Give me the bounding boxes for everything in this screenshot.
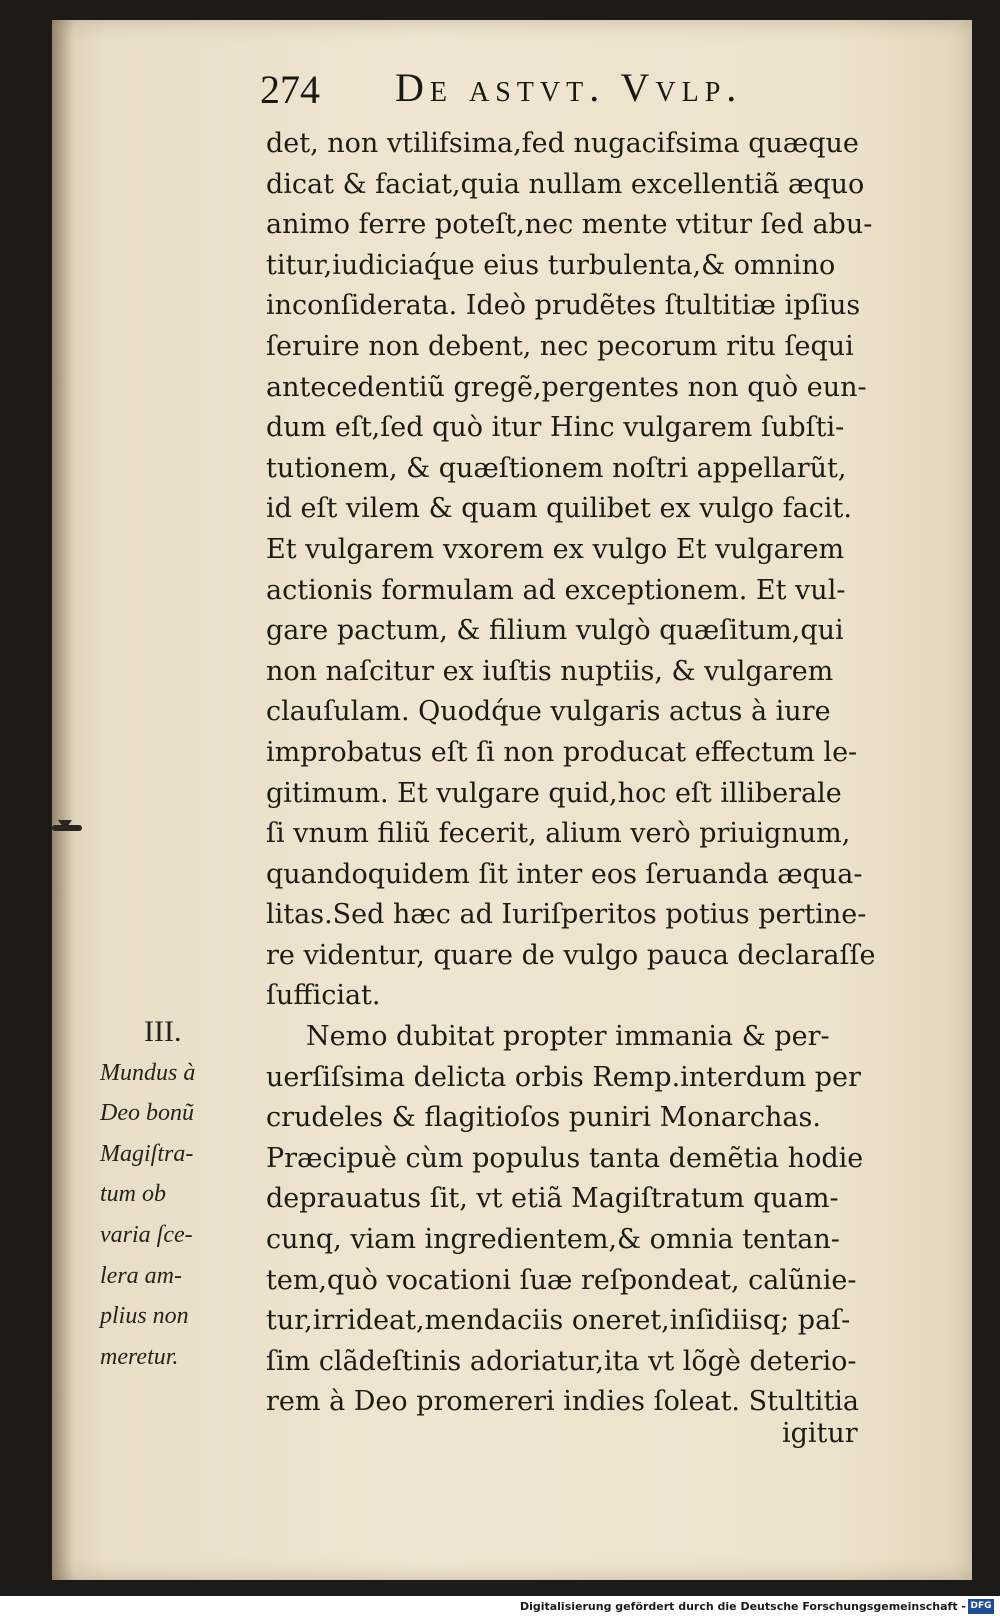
text-line: crudeles & flagitioſos puniri Monarchas.: [266, 1102, 821, 1134]
text-line: dicat & faciat,quia nullam excellentiã æquo: [266, 168, 865, 200]
body-text: [266, 124, 896, 1423]
text-line: det, non vtilifsima,fed nugacifsima quæque: [266, 128, 859, 159]
text-line: ſufficiat.: [266, 980, 381, 1012]
marginal-note: [100, 1012, 250, 1377]
text-line: rem à Deo promereri indies ſoleat. Stultitia: [266, 1386, 860, 1418]
text-line: cunq, viam ingredientem,& omnia tentan-: [266, 1224, 840, 1256]
marginal-note-line: meretur.: [100, 1343, 179, 1370]
text-line: re videntur, quare de vulgo pauca declaraſſe: [266, 939, 876, 971]
text-line: ſi vnum filiũ fecerit, alium verò priuignum,: [266, 818, 851, 850]
text-line: litas.Sed hæc ad Iuriſperitos potius pertine-: [266, 899, 867, 931]
text-line: gare pactum, & filium vulgò quæſitum,qui: [266, 615, 844, 647]
text-line: titur,iudiciaq́ue eius turbulenta,& omnino: [266, 249, 836, 281]
text-line: inconſiderata. Ideò prudẽtes ſtultitiæ ipſius: [266, 290, 861, 322]
text-line: non naſcitur ex iuſtis nuptiis, & vulgarem: [266, 655, 834, 687]
text-line: Et vulgarem vxorem ex vulgo Et vulgarem: [266, 533, 845, 565]
text-line: tutionem, & quæſtionem noſtri appellarũt,: [266, 452, 847, 484]
marginal-note-line: tum ob: [100, 1181, 166, 1208]
marginal-note-number: III.: [144, 1015, 182, 1048]
text-line: ſeruire non debent, nec pecorum ritu ſequi: [266, 330, 854, 362]
page-number: 274: [260, 67, 320, 112]
text-line: Præcipuè cùm populus tanta demẽtia hodie: [266, 1142, 864, 1174]
digitization-footer: [0, 1596, 1000, 1620]
text-line: clauſulam. Quodq́ue vulgaris actus à iure: [266, 696, 831, 728]
text-line: gitimum. Et vulgare quid,hoc eſt illiberale: [266, 777, 842, 809]
marginal-note-line: Magiſtra-: [100, 1140, 194, 1167]
text-line: tem,quò vocationi ſuæ reſpondeat, calũnie-: [266, 1264, 857, 1296]
text-line: tur,irrideat,mendaciis oneret,inſidiisq; paſ-: [266, 1305, 851, 1337]
text-line: antecedentiũ gregẽ,pergentes non quò eun-: [266, 371, 867, 403]
text-line: actionis formulam ad exceptionem. Et vul-: [266, 574, 846, 606]
marginal-note-line: Deo bonũ: [100, 1100, 194, 1127]
funding-credit: Digitalisierung gefördert durch die Deutsche Forschungsgemeinschaft -: [519, 1600, 966, 1613]
text-line: quandoquidem ſit inter eos ſeruanda æqua-: [266, 858, 863, 890]
catchword: igitur: [782, 1418, 858, 1449]
text-line: improbatus eſt ſi non producat effectum le-: [266, 736, 858, 768]
marginal-note-line: lera am-: [100, 1262, 182, 1289]
text-line: id eſt vilem & quam quilibet ex vulgo facit.: [266, 493, 852, 525]
text-line: animo ferre poteſt,nec mente vtitur ſed abu-: [266, 209, 873, 241]
dfg-logo[interactable]: DFG: [968, 1599, 994, 1614]
text-line: ſim clãdeſtinis adoriatur,ita vt lõgè deterio-: [266, 1345, 857, 1377]
text-line: uerſiſsima delicta orbis Remp.interdum per: [266, 1061, 861, 1093]
margin-pointer-mark: [52, 825, 82, 831]
marginal-note-line: varia ſce-: [100, 1221, 193, 1248]
marginal-note-line: Mundus à: [100, 1059, 196, 1086]
marginal-note-line: plius non: [100, 1303, 189, 1330]
text-line: dum eſt,ſed quò itur Hinc vulgarem ſubſti-: [266, 412, 845, 444]
text-line: deprauatus ſit, vt etiã Magiſtratum quam-: [266, 1183, 839, 1215]
running-title: De astvt. Vvlp.: [395, 65, 743, 110]
spine-shadow: [52, 20, 74, 1580]
paragraph-start-line: Nemo dubitat propter immania & per-: [306, 1021, 830, 1053]
page-header: [260, 64, 880, 124]
